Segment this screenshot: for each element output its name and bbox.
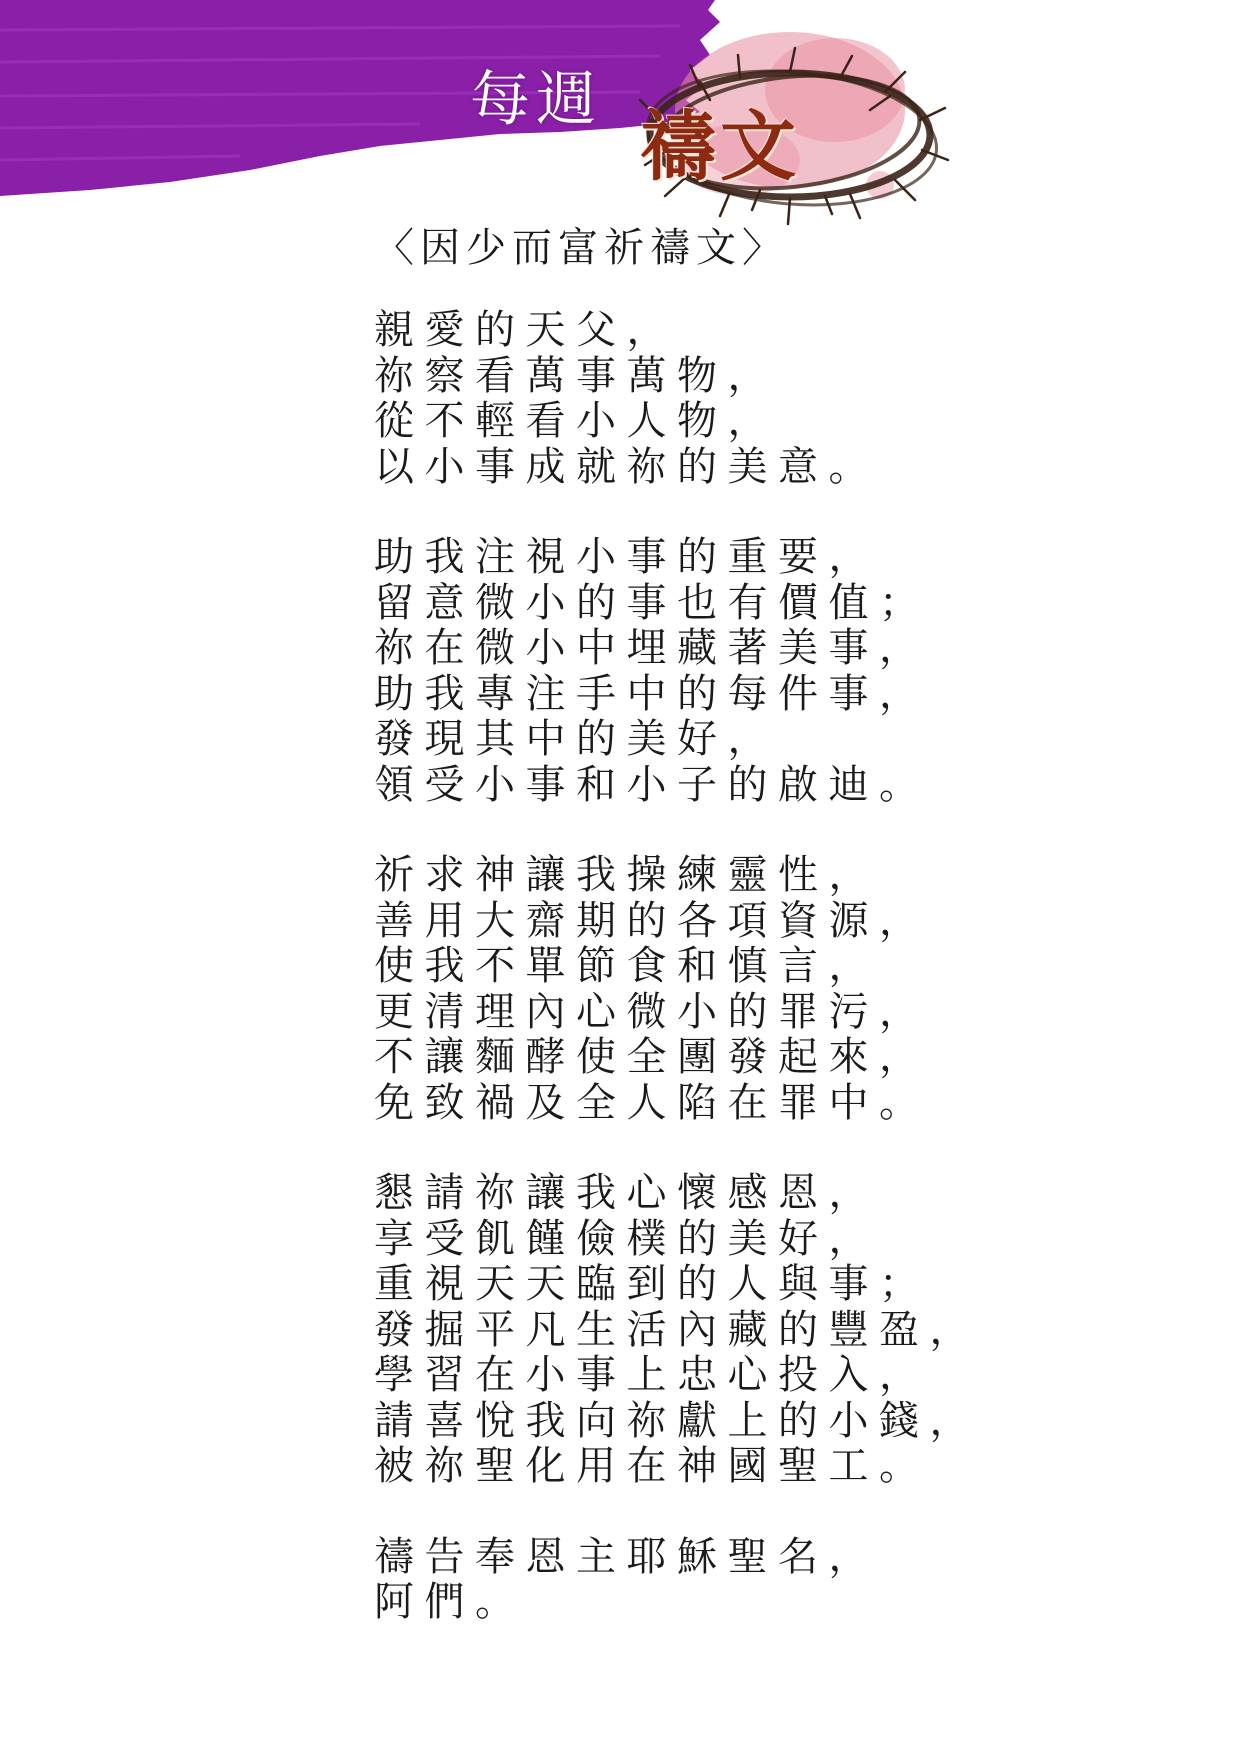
prayer-stanza <box>374 535 1174 808</box>
prayer-line: 享受飢饉儉樸的美好， <box>374 1215 879 1262</box>
prayer-stanza <box>374 853 1174 1126</box>
header-title-weekly: 每週 <box>470 65 602 135</box>
prayer-line: 不讓麵酵使全團發起來， <box>374 1034 930 1080</box>
prayer-line: 善用大齋期的各項資源， <box>374 897 930 944</box>
prayer-stanza <box>374 1535 1174 1626</box>
prayer-stanzas <box>374 308 1174 1626</box>
prayer-line: 免致禍及全人陷在罪中。 <box>374 1079 930 1126</box>
prayer-line: 領受小事和小子的啟迪。 <box>374 761 930 808</box>
prayer-line: 阿們。 <box>374 1579 526 1625</box>
prayer-line: 發現其中的美好， <box>374 716 778 762</box>
header-title-prayer: 禱文 <box>640 102 800 191</box>
prayer-line: 親愛的天父， <box>374 307 677 353</box>
prayer-line: 祢在微小中埋藏著美事， <box>374 625 930 671</box>
prayer-stanza <box>374 308 1174 490</box>
prayer-line: 祢察看萬事萬物， <box>374 352 778 399</box>
prayer-line: 更清理內心微小的罪污， <box>374 988 930 1035</box>
prayer-line: 禱告奉恩主耶穌聖名， <box>374 1533 879 1580</box>
prayer-title: 〈因少而富祈禱文〉 <box>374 225 788 271</box>
prayer-line: 助我注視小事的重要， <box>374 534 879 580</box>
prayer-line: 重視天天臨到的人與事； <box>374 1261 930 1307</box>
prayer-line: 祈求神讓我操練靈性， <box>374 852 879 898</box>
header-banner <box>0 0 1240 240</box>
prayer-line: 以小事成就祢的美意。 <box>374 443 879 490</box>
prayer-line: 留意微小的事也有價值； <box>374 579 930 626</box>
prayer-line: 發掘平凡生活內藏的豐盈， <box>374 1306 980 1353</box>
prayer-line: 使我不單節食和慎言， <box>374 943 879 989</box>
prayer-stanza <box>374 1171 1174 1490</box>
prayer-line: 懇請祢讓我心懷感恩， <box>374 1170 879 1216</box>
prayer-line: 請喜悅我向祢獻上的小錢， <box>374 1397 980 1444</box>
prayer-line: 從不輕看小人物， <box>374 398 778 444</box>
prayer-body <box>374 222 1174 1671</box>
prayer-line: 被祢聖化用在神國聖工。 <box>374 1443 930 1489</box>
prayer-line: 助我專注手中的每件事， <box>374 670 930 717</box>
prayer-line: 學習在小事上忠心投入， <box>374 1352 930 1398</box>
